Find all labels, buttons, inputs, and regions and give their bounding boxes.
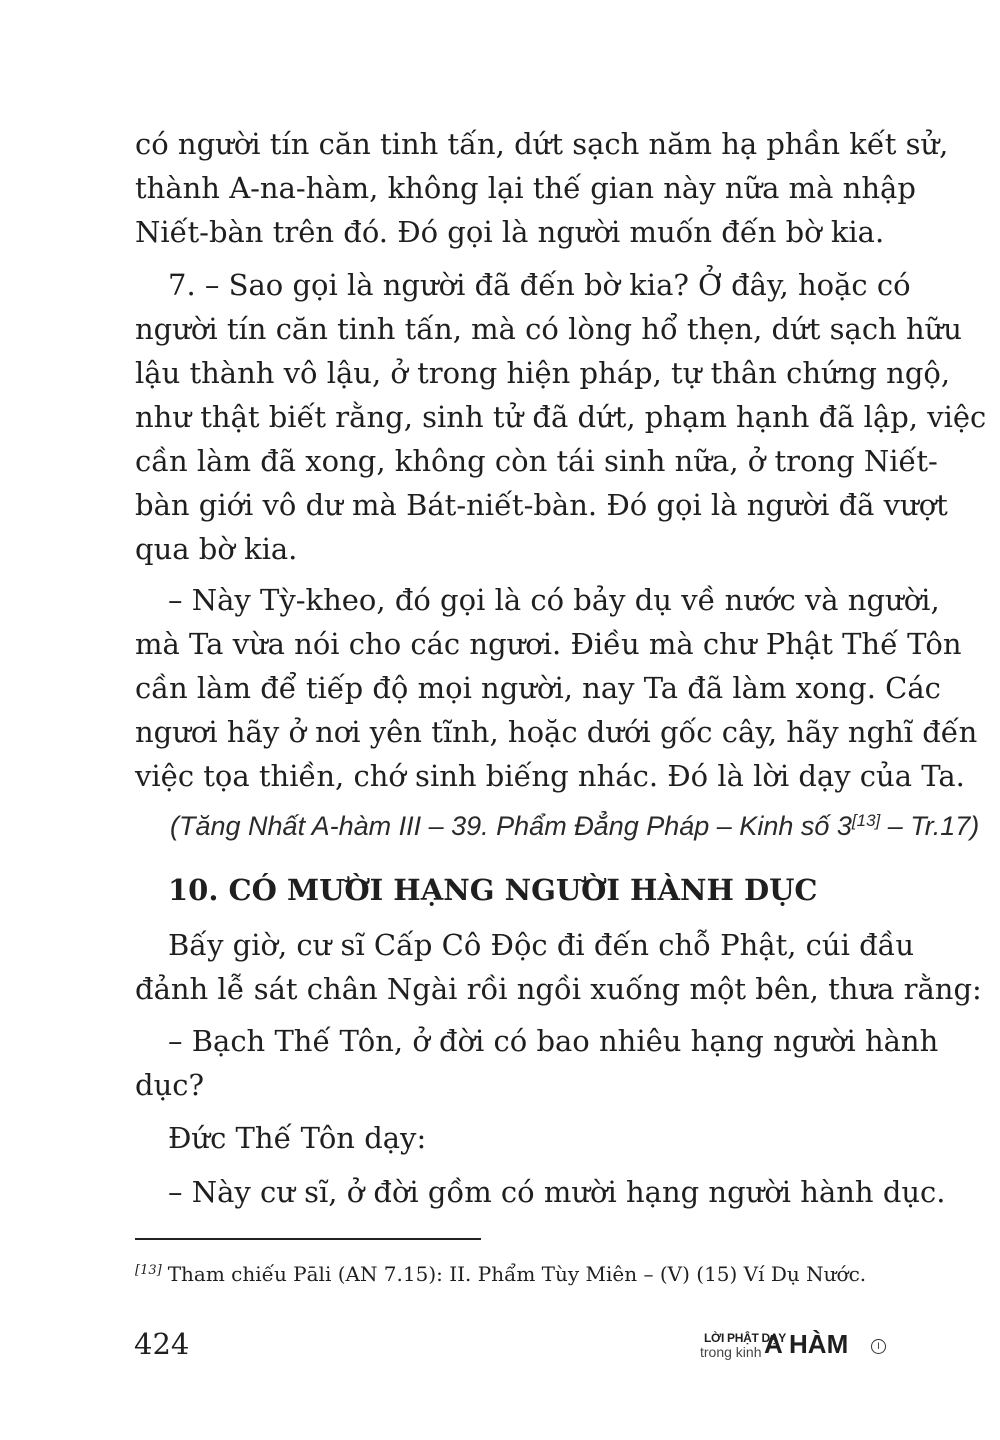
footnote	[135, 1264, 895, 1284]
section-heading: 10. CÓ MƯỜI HẠNG NGƯỜI HÀNH DỤC	[168, 873, 818, 907]
text-line: đảnh lễ sát chân Ngài rồi ngồi xuống một bên, thưa rằng:	[135, 972, 982, 1006]
text-line: Đức Thế Tôn dạy:	[168, 1121, 427, 1155]
logo-bottom-text: trong kinh	[700, 1344, 762, 1360]
text-line: người tín căn tinh tấn, mà có lòng hổ thẹn, dứt sạch hữu	[135, 312, 962, 346]
citation-text: (Tăng Nhất A-hàm III – 39. Phẩm Đẳng Pháp – Kinh số 3	[170, 811, 852, 841]
page-number: 424	[134, 1327, 190, 1361]
citation	[170, 811, 980, 841]
text-line: bàn giới vô dư mà Bát-niết-bàn. Đó gọi là người đã vượt	[135, 488, 948, 522]
text-line: lậu thành vô lậu, ở trong hiện pháp, tự thân chứng ngộ,	[135, 356, 951, 390]
citation-footnote-ref[interactable]: [13]	[851, 811, 881, 830]
text-line: Bấy giờ, cư sĩ Cấp Cô Độc đi đến chỗ Phật, cúi đầu	[168, 928, 915, 962]
text-line: cần làm đã xong, không còn tái sinh nữa, ở trong Niết-	[135, 444, 938, 478]
text-line: có người tín căn tinh tấn, dứt sạch năm hạ phần kết sử,	[135, 127, 949, 161]
footnote-divider	[135, 1238, 481, 1240]
book-title-logo	[700, 1330, 890, 1364]
text-line: 7. – Sao gọi là người đã đến bờ kia? Ở đây, hoặc có	[168, 268, 911, 302]
text-line: – Này cư sĩ, ở đời gồm có mười hạng người hành dục.	[168, 1175, 946, 1209]
text-line: cần làm để tiếp độ mọi người, nay Ta đã làm xong. Các	[135, 671, 941, 705]
logo-top-text: LỜI PHẬT DẠY	[704, 1331, 786, 1345]
volume-badge: I	[871, 1339, 886, 1354]
text-line: – Bạch Thế Tôn, ở đời có bao nhiêu hạng người hành	[168, 1024, 939, 1058]
logo-main-text: A HÀM	[764, 1329, 849, 1359]
text-line: thành A-na-hàm, không lại thế gian này nữa mà nhập	[135, 171, 916, 205]
text-line: – Này Tỳ-kheo, đó gọi là có bảy dụ về nước và người,	[168, 583, 940, 617]
footnote-text: Tham chiếu Pāli (AN 7.15): II. Phẩm Tùy Miên – (V) (15) Ví Dụ Nước.	[167, 1262, 867, 1286]
text-line: Niết-bàn trên đó. Đó gọi là người muốn đến bờ kia.	[135, 215, 885, 249]
text-line: mà Ta vừa nói cho các ngươi. Điều mà chư Phật Thế Tôn	[135, 627, 962, 661]
text-line: như thật biết rằng, sinh tử đã dứt, phạm hạnh đã lập, việc	[135, 400, 987, 434]
text-line: việc tọa thiền, chớ sinh biếng nhác. Đó là lời dạy của Ta.	[135, 759, 965, 793]
text-line: dục?	[135, 1068, 205, 1102]
footnote-marker: [13]	[135, 1263, 162, 1278]
text-line: qua bờ kia.	[135, 532, 298, 566]
citation-tail: – Tr.17)	[880, 811, 980, 841]
text-line: ngươi hãy ở nơi yên tĩnh, hoặc dưới gốc cây, hãy nghĩ đến	[135, 715, 978, 749]
